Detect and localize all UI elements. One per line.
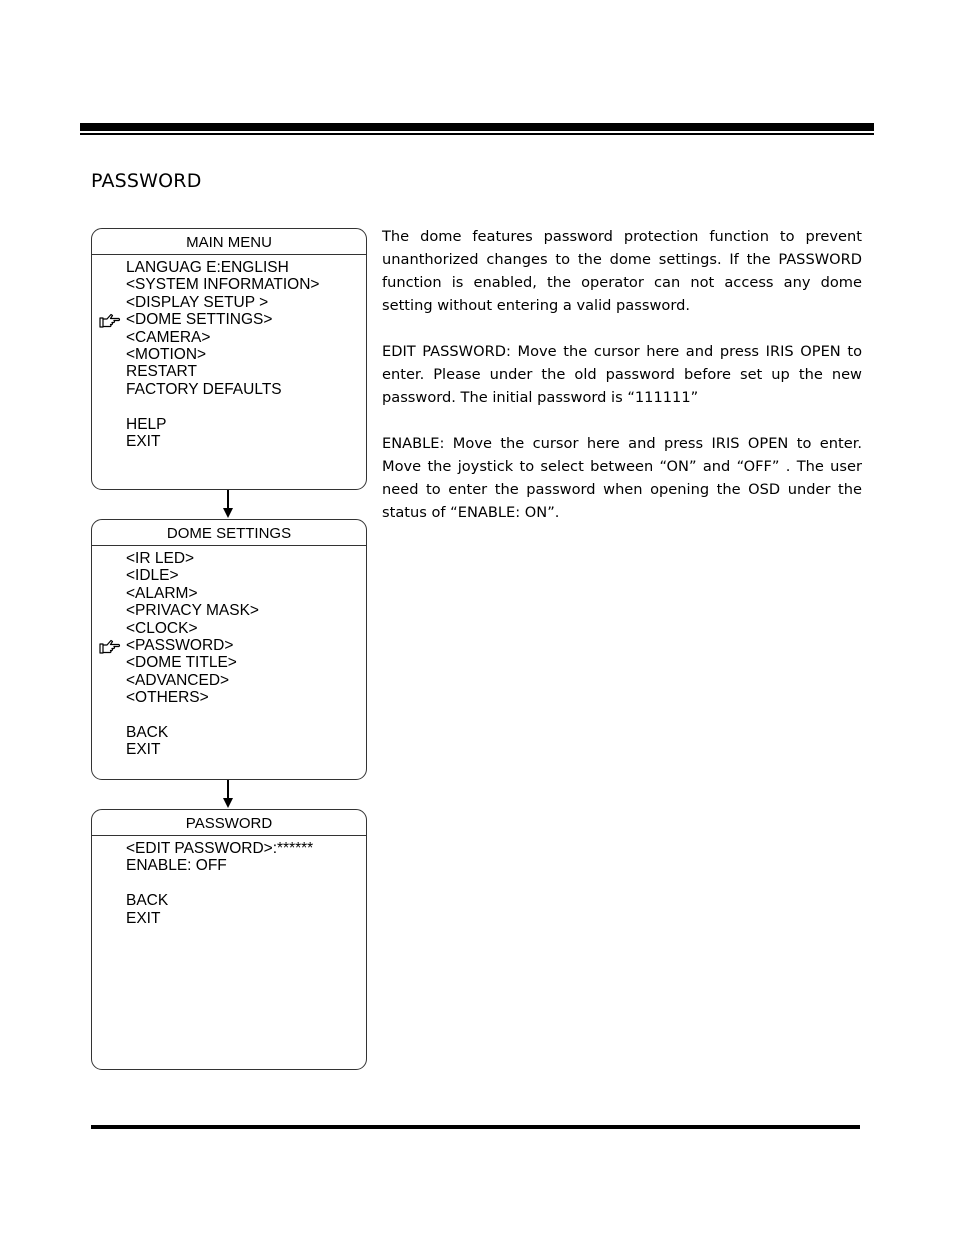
- dome-settings-box: [91, 519, 367, 780]
- arrow-down-icon: [223, 508, 233, 518]
- menu-item-label: ENABLE: OFF: [126, 857, 227, 875]
- main-menu-items: [92, 255, 366, 450]
- menu-item[interactable]: [92, 276, 366, 293]
- menu-item[interactable]: [92, 346, 366, 363]
- footer-rule: [91, 1125, 860, 1129]
- menu-item[interactable]: [92, 672, 366, 689]
- menu-item-label: HELP: [126, 415, 167, 433]
- flow-arrow-line: [227, 490, 229, 509]
- menu-item-label: BACK: [126, 723, 169, 741]
- description-edit-password: EDIT PASSWORD: Move the cursor here and press IRIS OPEN to enter. Please under the old password before set up the new password. The initial password is “111111”: [382, 343, 862, 406]
- dome-settings-title: DOME SETTINGS: [92, 520, 366, 546]
- menu-item[interactable]: [92, 689, 366, 706]
- pointing-hand-icon: [99, 312, 121, 328]
- description-text: [382, 225, 862, 547]
- password-menu-box: [91, 809, 367, 1070]
- menu-spacer: [92, 875, 366, 892]
- header-rule-thick: [80, 123, 874, 131]
- flow-arrow-line: [227, 780, 229, 799]
- menu-item[interactable]: [92, 567, 366, 584]
- menu-item-label: <EDIT PASSWORD>:******: [126, 840, 314, 857]
- menu-item-label: <CLOCK>: [126, 619, 198, 637]
- menu-item[interactable]: [92, 892, 366, 909]
- menu-item-label: <DISPLAY SETUP >: [126, 293, 269, 311]
- menu-item[interactable]: [92, 363, 366, 380]
- main-menu-title: MAIN MENU: [92, 229, 366, 255]
- menu-item[interactable]: [92, 637, 366, 654]
- menu-item[interactable]: [92, 741, 366, 758]
- menu-item-label: <DOME TITLE>: [126, 654, 237, 672]
- menu-item[interactable]: [92, 311, 366, 328]
- menu-item-label: <CAMERA>: [126, 328, 211, 346]
- menu-item-label: <SYSTEM INFORMATION>: [126, 276, 320, 294]
- menu-item-label: FACTORY DEFAULTS: [126, 380, 282, 398]
- menu-item-label: <PASSWORD>: [126, 636, 234, 654]
- menu-item[interactable]: [92, 433, 366, 450]
- menu-item-label: RESTART: [126, 363, 197, 381]
- menu-item-label: <PRIVACY MASK>: [126, 602, 259, 620]
- password-menu-title: PASSWORD: [92, 810, 366, 836]
- section-heading: PASSWORD: [91, 170, 202, 192]
- menu-item-label: <ALARM>: [126, 584, 198, 602]
- menu-item-label: BACK: [126, 892, 169, 910]
- dome-settings-items: [92, 546, 366, 759]
- arrow-down-icon: [223, 798, 233, 808]
- menu-item[interactable]: [92, 620, 366, 637]
- description-intro: The dome features password protection function to prevent unanthorized changes to the dome settings. If the PASSWORD function is enabled, the operator can not access any dome setting without entering a valid password.: [382, 228, 862, 314]
- menu-item[interactable]: [92, 416, 366, 433]
- main-menu-box: [91, 228, 367, 490]
- menu-item[interactable]: [92, 329, 366, 346]
- menu-item[interactable]: [92, 585, 366, 602]
- description-enable: ENABLE: Move the cursor here and press IRIS OPEN to enter. Move the joystick to select between “ON” and “OFF” . The user need to enter the password when opening the OSD under the status of “ENABLE: ON”.: [382, 435, 862, 521]
- menu-item-label: EXIT: [126, 432, 161, 450]
- menu-item-label: <DOME SETTINGS>: [126, 311, 273, 329]
- menu-item[interactable]: [92, 654, 366, 671]
- menu-item[interactable]: [92, 724, 366, 741]
- menu-item[interactable]: [92, 381, 366, 398]
- menu-item[interactable]: [92, 550, 366, 567]
- menu-spacer: [92, 398, 366, 415]
- menu-item-label: EXIT: [126, 909, 161, 927]
- menu-item-label: <ADVANCED>: [126, 671, 230, 689]
- menu-item[interactable]: [92, 294, 366, 311]
- menu-item-label: <IR LED>: [126, 550, 195, 567]
- menu-item-label: <IDLE>: [126, 567, 179, 585]
- menu-item-label: EXIT: [126, 741, 161, 759]
- password-menu-items: [92, 836, 366, 927]
- menu-item-label: LANGUAG E:ENGLISH: [126, 259, 289, 276]
- menu-item[interactable]: [92, 840, 366, 857]
- menu-item-label: <OTHERS>: [126, 689, 209, 707]
- menu-item[interactable]: [92, 602, 366, 619]
- pointing-hand-icon: [99, 638, 121, 654]
- menu-item-label: <MOTION>: [126, 345, 207, 363]
- header-rule-thin: [80, 133, 874, 135]
- menu-item[interactable]: [92, 910, 366, 927]
- menu-item[interactable]: [92, 259, 366, 276]
- menu-spacer: [92, 707, 366, 724]
- menu-item[interactable]: [92, 857, 366, 874]
